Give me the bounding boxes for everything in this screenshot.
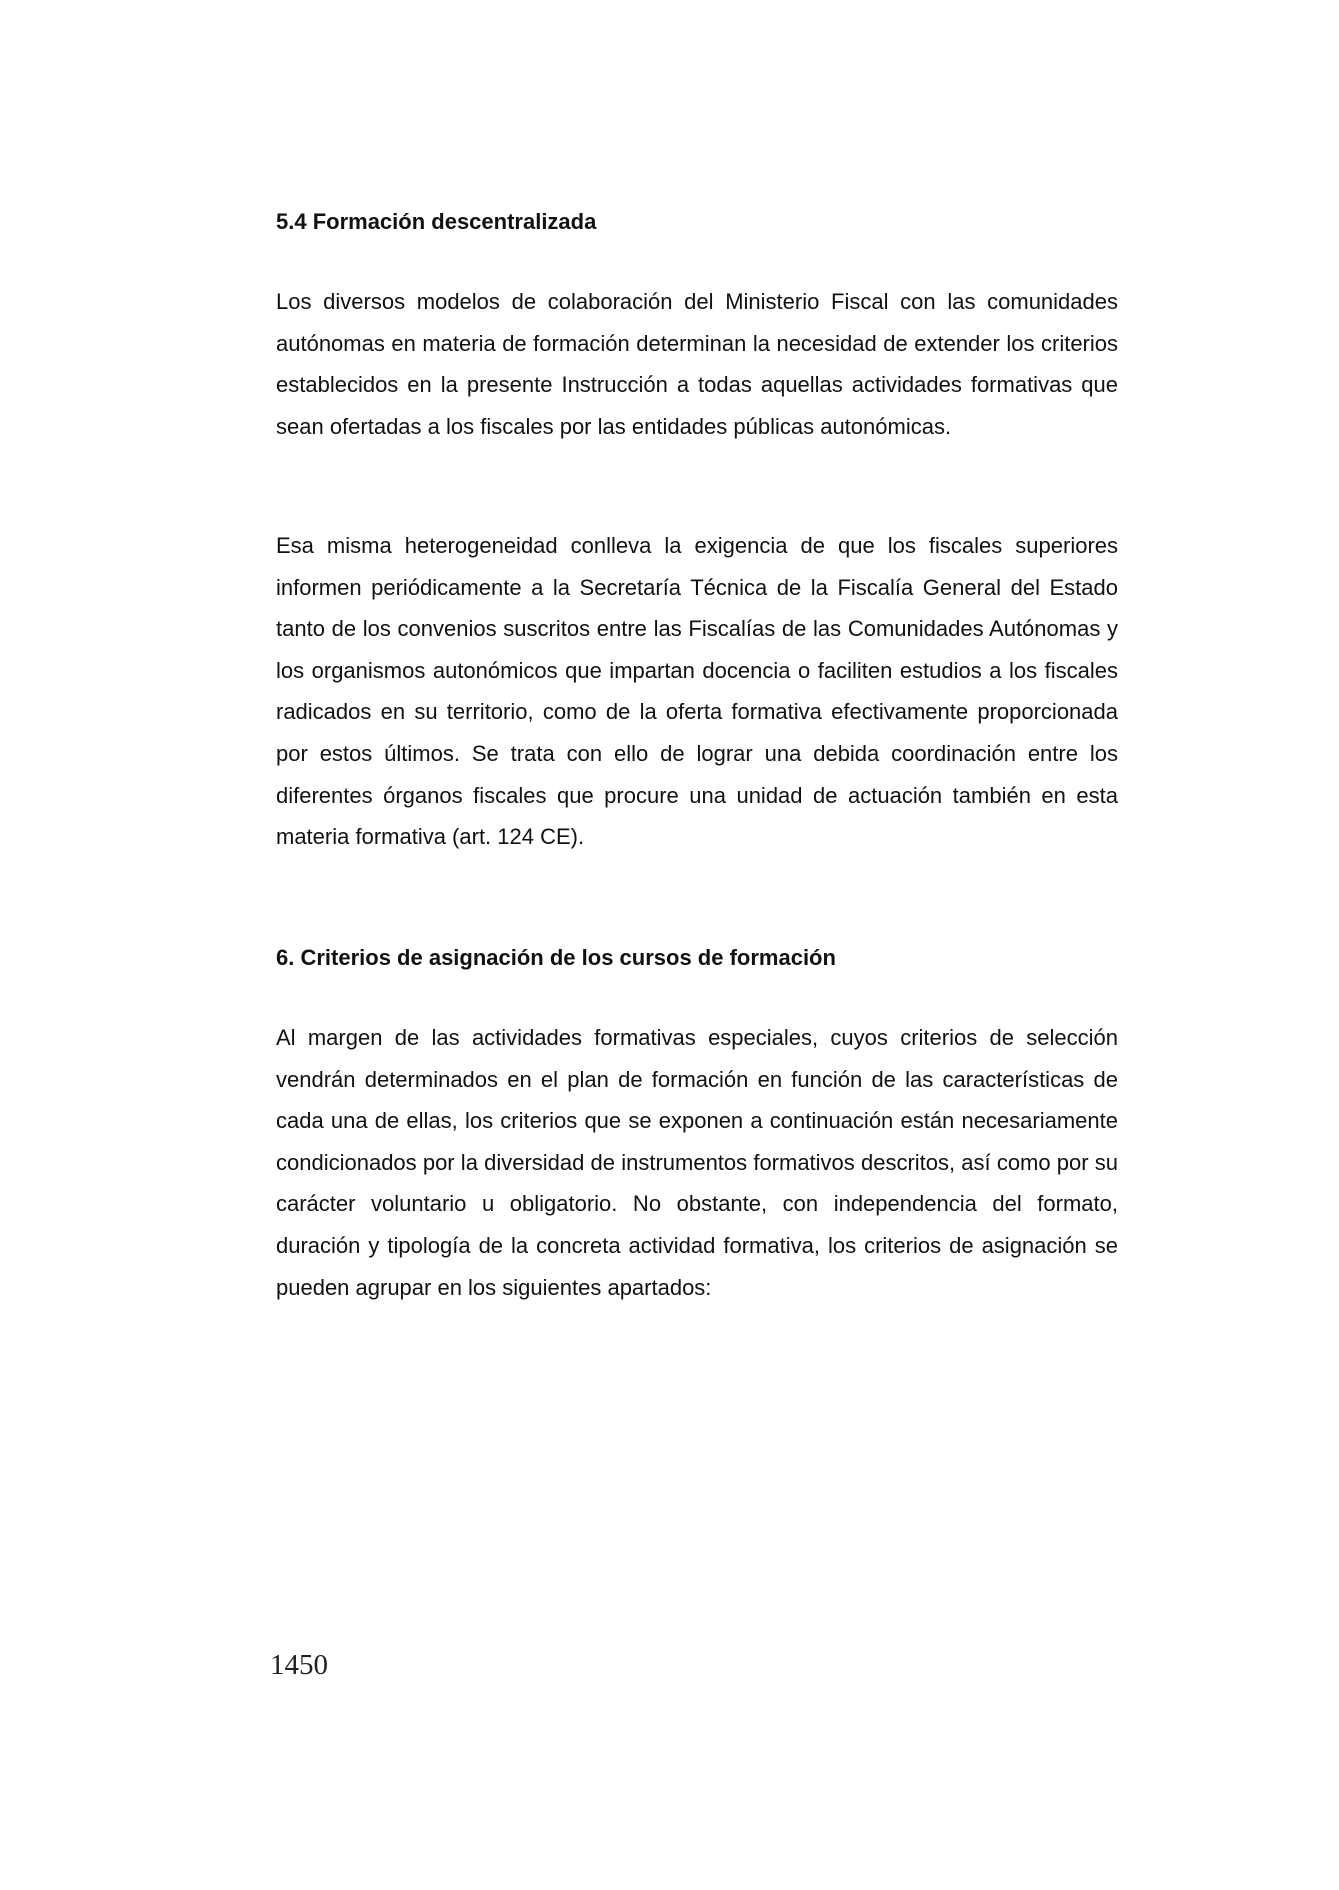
paragraph-5-4-2: Esa misma heterogeneidad conlleva la exigencia de que los fiscales superiores informen periódicamente a la Secretaría Técnica de la Fiscalía General del Estado tanto de los convenios suscritos entre las Fiscalías de las Comunidades Autónomas y los organismos autonómicos que impartan docencia o faciliten estudios a los fiscales radicados en su territorio, como de la oferta formativa efectivamente proporcionada por estos últimos. Se trata con ello de lograr una debida coordinación entre los diferentes órganos fiscales que procure una unidad de actuación también en esta materia formativa (art. 124 CE). [276, 533, 1118, 850]
page-number: 1450 [270, 1649, 328, 1681]
section-heading-6: 6. Criterios de asignación de los cursos de formación [276, 945, 836, 970]
section-heading-5-4: 5.4 Formación descentralizada [276, 209, 597, 234]
paragraph-5-4-1: Los diversos modelos de colaboración del Ministerio Fiscal con las comunidades autónomas en materia de formación determinan la necesidad de extender los criterios establecidos en la presente Instrucción a todas aquellas actividades formativas que sean ofertadas a los fiscales por las entidades públicas autonómicas. [276, 289, 1118, 439]
paragraph-6-1: Al margen de las actividades formativas especiales, cuyos criterios de selección vendrán determinados en el plan de formación en función de las características de cada una de ellas, los criterios que se exponen a continuación están necesariamente condicionados por la diversidad de instrumentos formativos descritos, así como por su carácter voluntario u obligatorio. No obstante, con independencia del formato, duración y tipología de la concreta actividad formativa, los criterios de asignación se pueden agrupar en los siguientes apartados: [276, 1025, 1118, 1300]
